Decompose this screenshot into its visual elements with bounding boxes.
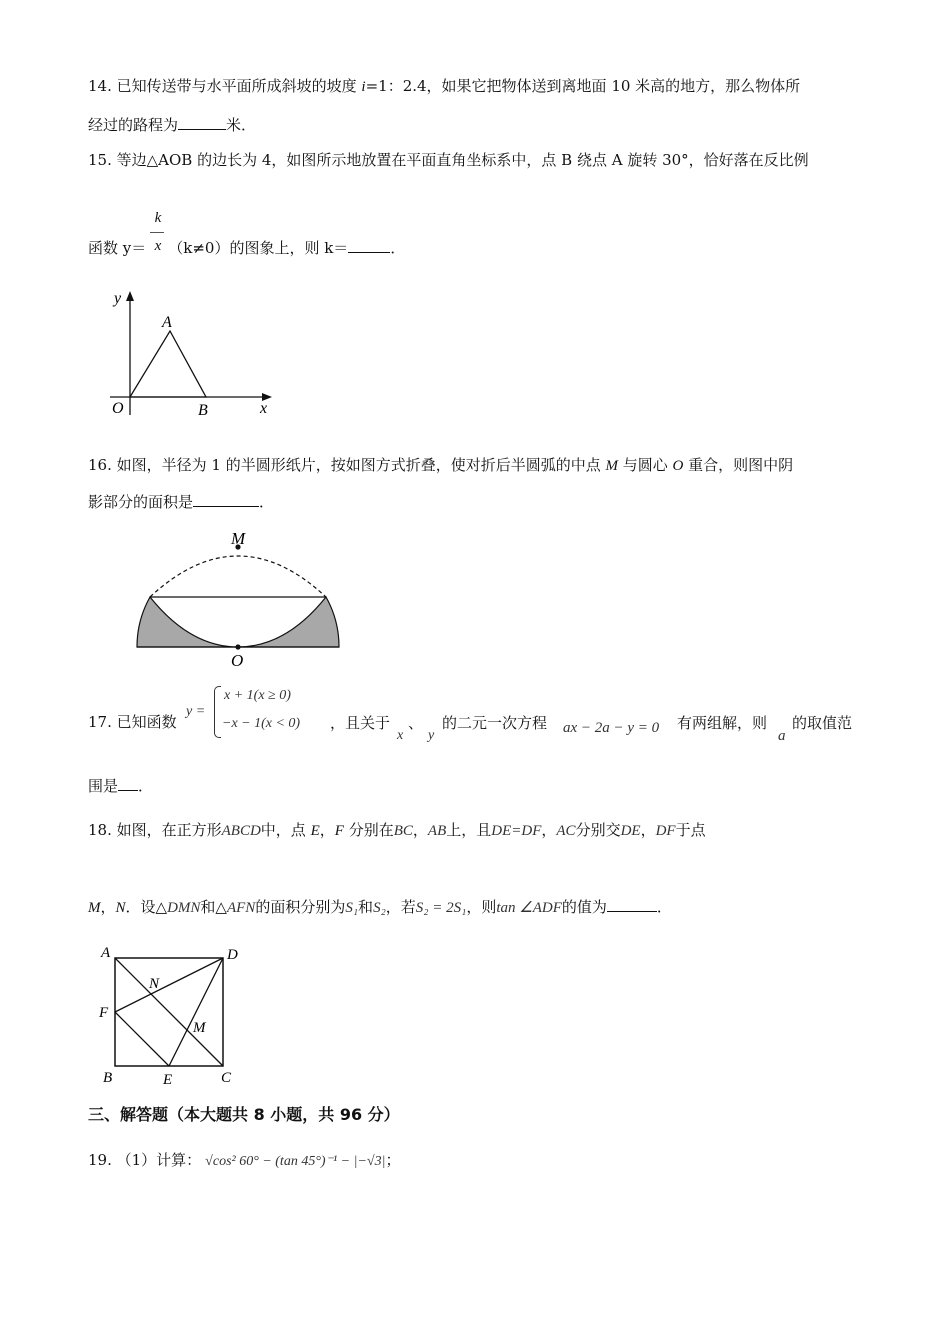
answer-blank[interactable] xyxy=(348,238,390,253)
answer-blank[interactable] xyxy=(607,897,657,912)
label-F: F xyxy=(99,1005,109,1021)
q15-line1: 15. 等边△AOB 的边长为 4，如图所示地放置在平面直角坐标系中，点 B 绕点 A 旋转 30°，恰好落在反比例 xyxy=(88,151,809,169)
q16-line1: 16. 如图，半径为 1 的半圆形纸片，按如图方式折叠，使对折后半圆弧的中点 M 与圆心 O 重合，则图中阴 xyxy=(88,456,794,474)
q17-a: a xyxy=(778,728,786,744)
label-C: C xyxy=(221,1070,232,1086)
q17-brace xyxy=(214,686,221,738)
q17-x: x xyxy=(397,728,404,743)
label-O: O xyxy=(112,400,124,417)
q19-line: 19. （1）计算： √cos² 60° − (tan 45°)⁻¹ − |−√3|； xyxy=(88,1151,401,1169)
shaded-region-left xyxy=(137,597,238,647)
q19-expression: √cos² 60° − (tan 45°)⁻¹ − |−√3| xyxy=(205,1154,386,1169)
shaded-region-right xyxy=(238,597,339,647)
label-x: x xyxy=(260,400,268,417)
triangle-AOB xyxy=(130,331,206,397)
segment-FE xyxy=(115,1012,169,1066)
q17-suffix: 的取值范 xyxy=(792,714,853,732)
label-E: E xyxy=(163,1072,173,1088)
label-N: N xyxy=(149,976,160,992)
q17-mid2: 的二元一次方程 xyxy=(442,714,548,732)
q17-line1: 17. 已知函数 xyxy=(88,713,177,731)
q17-y-eq: y = xyxy=(186,704,206,719)
folded-arc-dashed xyxy=(150,556,326,597)
point-O xyxy=(235,644,240,649)
q17-case1: x + 1(x ≥ 0) xyxy=(224,688,291,703)
q16-figure xyxy=(130,525,350,670)
q18-line2: M，N．设△DMN和△AFN的面积分别为S₁和S₂，若S₂ = 2S₁，则tan ∠ADF的值为 ． xyxy=(88,898,672,916)
label-B: B xyxy=(103,1070,113,1086)
q15-frac-num: k xyxy=(154,210,162,226)
q15-frac-den: x xyxy=(154,238,162,254)
segment-DF xyxy=(115,958,223,1012)
q18-line1: 18. 如图，在正方形ABCD中，点 E，F 分别在BC，AB上，且DE=DF，AC分别交DE，DF于点 xyxy=(88,821,706,839)
section-3-heading: 三、解答题（本大题共 8 小题，共 96 分） xyxy=(88,1105,400,1124)
y-axis-arrow-icon xyxy=(126,291,134,301)
answer-blank[interactable] xyxy=(118,776,138,791)
answer-blank[interactable] xyxy=(193,492,259,507)
q17-line2: 围是 ． xyxy=(88,777,154,795)
q17-case2: −x − 1(x < 0) xyxy=(222,716,301,731)
label-A: A xyxy=(162,314,172,331)
q15-frac-bar xyxy=(150,232,164,233)
label-M: M xyxy=(193,1020,206,1036)
q14-line1: 14. 已知传送带与水平面所成斜坡的坡度 i=1：2.4，如果它把物体送到离地面 10 米高的地方，那么物体所 xyxy=(88,77,801,95)
q17-mid1: ，且关于 xyxy=(330,714,391,732)
q14-line2: 经过的路程为 米． xyxy=(88,116,257,134)
label-O: O xyxy=(231,651,244,670)
q15-figure xyxy=(100,285,290,425)
q17-sep: 、 xyxy=(408,714,424,732)
diagonal-AC xyxy=(115,958,223,1066)
q18-figure xyxy=(95,938,255,1088)
q17-equation: ax − 2a − y = 0 xyxy=(563,720,660,736)
label-B: B xyxy=(198,402,208,419)
q14-i: i xyxy=(361,79,366,95)
label-y: y xyxy=(114,290,122,307)
q17-y: y xyxy=(428,728,435,743)
answer-blank[interactable] xyxy=(178,115,226,130)
segment-DE xyxy=(169,958,223,1066)
q16-line2: 影部分的面积是 ． xyxy=(88,493,275,511)
label-D: D xyxy=(227,947,238,963)
q17-mid3: 有两组解，则 xyxy=(677,714,768,732)
q15-line2: 函数 y＝ （k≠0）的图象上，则 k＝ ． xyxy=(88,239,406,257)
label-A: A xyxy=(101,945,111,961)
label-M: M xyxy=(231,529,246,548)
